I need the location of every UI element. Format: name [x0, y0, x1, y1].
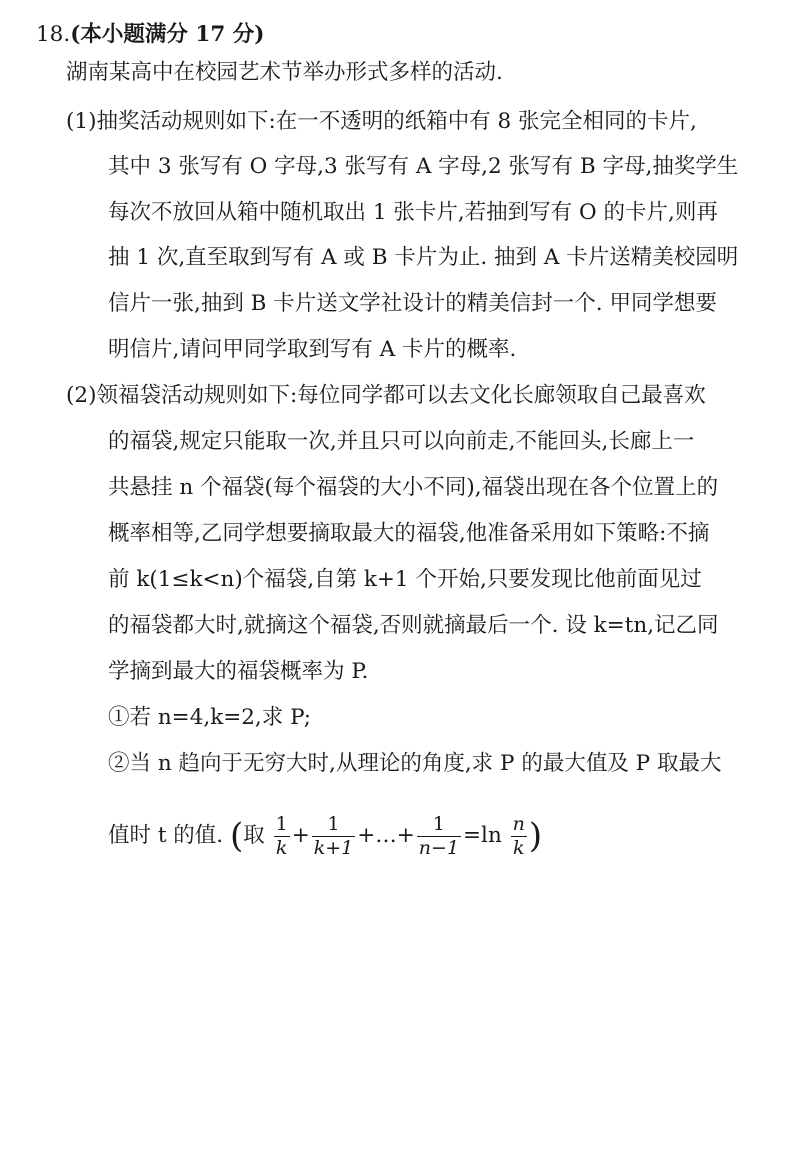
hint-open-paren: ( — [230, 816, 244, 856]
frac-denominator: n−1 — [418, 836, 460, 859]
hint-close-paren: ) — [528, 816, 543, 856]
hint-take: 取 — [243, 823, 265, 848]
hint-prefix: 值时 t 的值. — [108, 823, 224, 848]
fraction-1-over-k — [274, 812, 290, 859]
fraction-n-over-k — [511, 812, 527, 859]
question-score: (本小题满分 17 分) — [70, 22, 265, 47]
frac-numerator: 1 — [275, 812, 288, 835]
frac-numerator: 1 — [312, 815, 356, 837]
sub-question-2-hint — [108, 810, 542, 862]
part2-line: 学摘到最大的福袋概率为 P. — [108, 659, 369, 684]
part1-line: 明信片,请问甲同学取到写有 A 卡片的概率. — [108, 337, 517, 362]
question-header — [36, 20, 264, 50]
part2-line: 前 k(1≤k<n)个福袋,自第 k+1 个开始,只要发现比他前面见过 — [108, 567, 702, 592]
plus-sign: + — [291, 823, 310, 848]
part2-line: 概率相等,乙同学想要摘取最大的福袋,他准备采用如下策略:不摘 — [108, 521, 710, 546]
part1-line: 每次不放回从箱中随机取出 1 张卡片,若抽到写有 O 的卡片,则再 — [108, 200, 718, 225]
part2-line: 共悬挂 n 个福袋(每个福袋的大小不同),福袋出现在各个位置上的 — [108, 475, 719, 500]
question-number: 18. — [36, 22, 71, 47]
frac-numerator: n — [512, 812, 525, 835]
frac-denominator: k — [275, 836, 288, 859]
part2-line: 的福袋,规定只能取一次,并且只可以向前走,不能回头,长廊上一 — [108, 429, 695, 454]
plus-dots: +…+ — [357, 823, 415, 848]
equals-ln: =ln — [463, 823, 502, 848]
frac-numerator: 1 — [417, 815, 461, 837]
part1-line: (1)抽奖活动规则如下:在一不透明的纸箱中有 8 张完全相同的卡片, — [66, 109, 697, 134]
fraction-1-over-k-plus-1 — [312, 812, 356, 859]
part2-line: 的福袋都大时,就摘这个福袋,否则就摘最后一个. 设 k=tn,记乙同 — [108, 613, 719, 638]
part1-line: 信片一张,抽到 B 卡片送文学社设计的精美信封一个. 甲同学想要 — [108, 291, 717, 316]
part1-line: 抽 1 次,直至取到写有 A 或 B 卡片为止. 抽到 A 卡片送精美校园明 — [108, 245, 739, 270]
fraction-1-over-n-minus-1 — [417, 812, 461, 859]
frac-denominator: k+1 — [313, 836, 354, 859]
question-intro: 湖南某高中在校园艺术节举办形式多样的活动. — [66, 60, 503, 85]
frac-denominator: k — [513, 836, 525, 859]
sub-question-1: ①若 n=4,k=2,求 P; — [108, 705, 312, 730]
part2-line: (2)领福袋活动规则如下:每位同学都可以去文化长廊领取自己最喜欢 — [66, 383, 706, 408]
part1-line: 其中 3 张写有 O 字母,3 张写有 A 字母,2 张写有 B 字母,抽奖学生 — [108, 154, 739, 179]
sub-question-2: ②当 n 趋向于无穷大时,从理论的角度,求 P 的最大值及 P 取最大 — [108, 751, 722, 776]
